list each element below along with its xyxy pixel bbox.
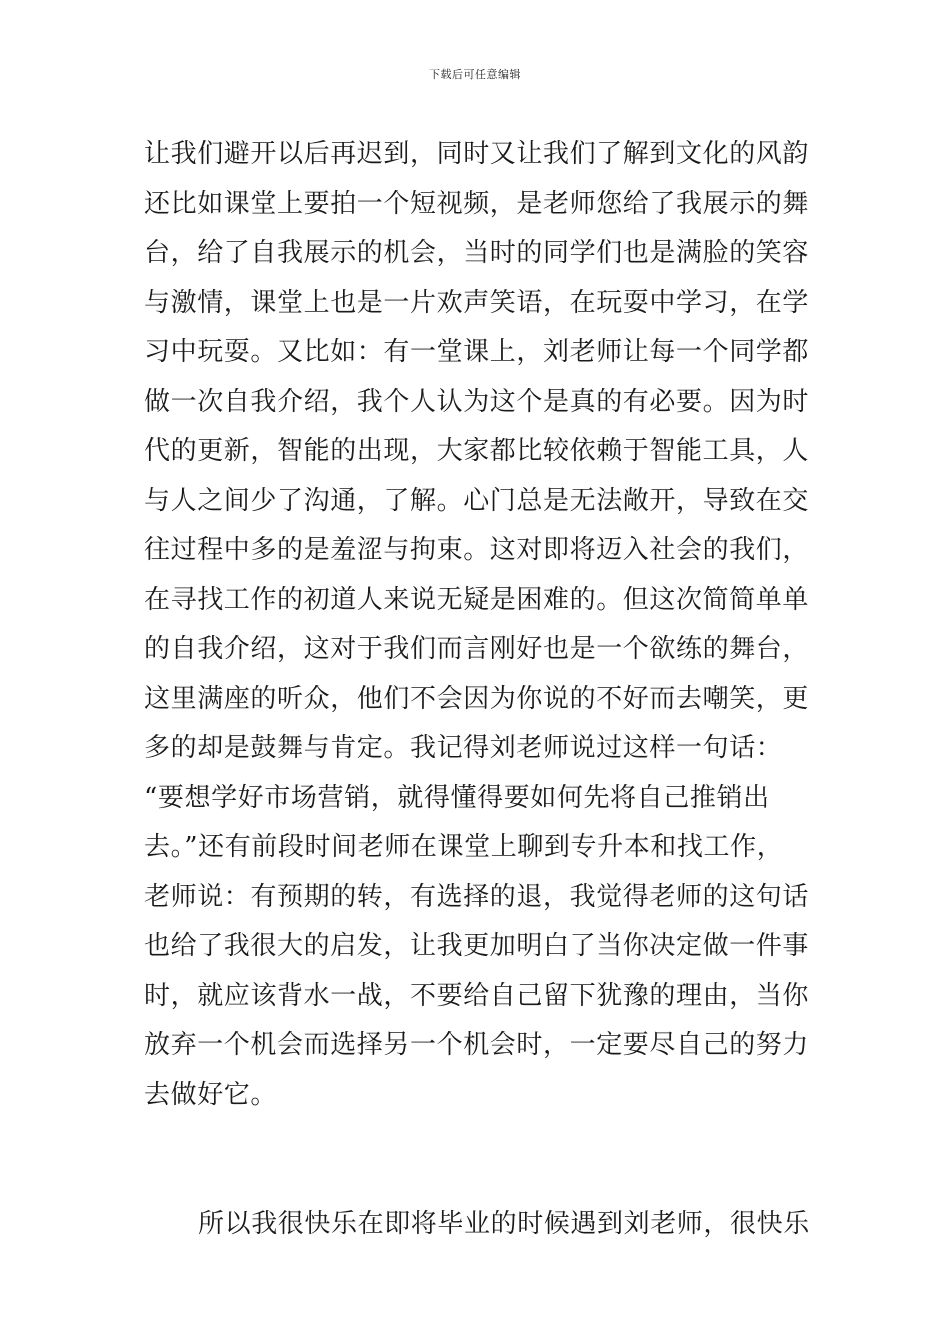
text-line: 放弃一个机会而选择另一个机会时，一定要尽自己的努力 <box>144 1030 810 1060</box>
text-line: 与人之间少了沟通，了解。心门总是无法敞开，导致在交 <box>144 485 810 516</box>
text-line: 与激情，课堂上也是一片欢声笑语，在玩耍中学习，在学 <box>144 287 810 318</box>
paragraph-2 <box>144 1200 808 1250</box>
text-line: 这里满座的听众，他们不会因为你说的不好而去嘲笑，更 <box>144 683 810 714</box>
text-line: 往过程中多的是羞涩与拘束。这对即将迈入社会的我们， <box>144 535 810 565</box>
text-line: 时，就应该背水一战，不要给自己留下犹豫的理由，当你 <box>144 980 810 1011</box>
text-line: 习中玩耍。又比如：有一堂课上，刘老师让每一个同学都 <box>144 337 810 367</box>
text-line: 在寻找工作的初道人来说无疑是困难的。但这次简简单单 <box>144 584 810 615</box>
text-line: 老师说：有预期的转，有选择的退，我觉得老师的这句话 <box>144 881 810 912</box>
text-line: 去。”还有前段时间老师在课堂上聊到专升本和找工作， <box>144 832 784 862</box>
text-line: 的自我介绍，这对于我们而言刚好也是一个欲练的舞台， <box>144 634 810 664</box>
text-line: 多的却是鼓舞与肯定。我记得刘老师说过这样一句话： <box>144 733 783 763</box>
text-line: 代的更新，智能的出现，大家都比较依赖于智能工具，人 <box>144 436 810 466</box>
text-line: 台，给了自我展示的机会，当时的同学们也是满脸的笑容 <box>144 238 810 268</box>
text-line: 去做好它。 <box>144 1079 278 1110</box>
page-header: 下载后可任意编辑 <box>429 68 521 81</box>
text-line: 还比如课堂上要拍一个短视频，是老师您给了我展示的舞 <box>144 188 810 219</box>
paragraph-gap <box>144 1120 808 1200</box>
text-line: 所以我很快乐在即将毕业的时候遇到刘老师，很快乐 <box>198 1209 810 1239</box>
document-body <box>144 130 808 1250</box>
text-line: “要想学好市场营销，就得懂得要如何先将自己推销出 <box>144 782 770 813</box>
text-line: 做一次自我介绍，我个人认为这个是真的有必要。因为时 <box>144 386 810 417</box>
text-line: 也给了我很大的启发，让我更加明白了当你决定做一件事 <box>144 931 810 961</box>
text-line: 让我们避开以后再迟到，同时又让我们了解到文化的风韵 <box>144 139 810 169</box>
paragraph-1 <box>144 130 808 1120</box>
